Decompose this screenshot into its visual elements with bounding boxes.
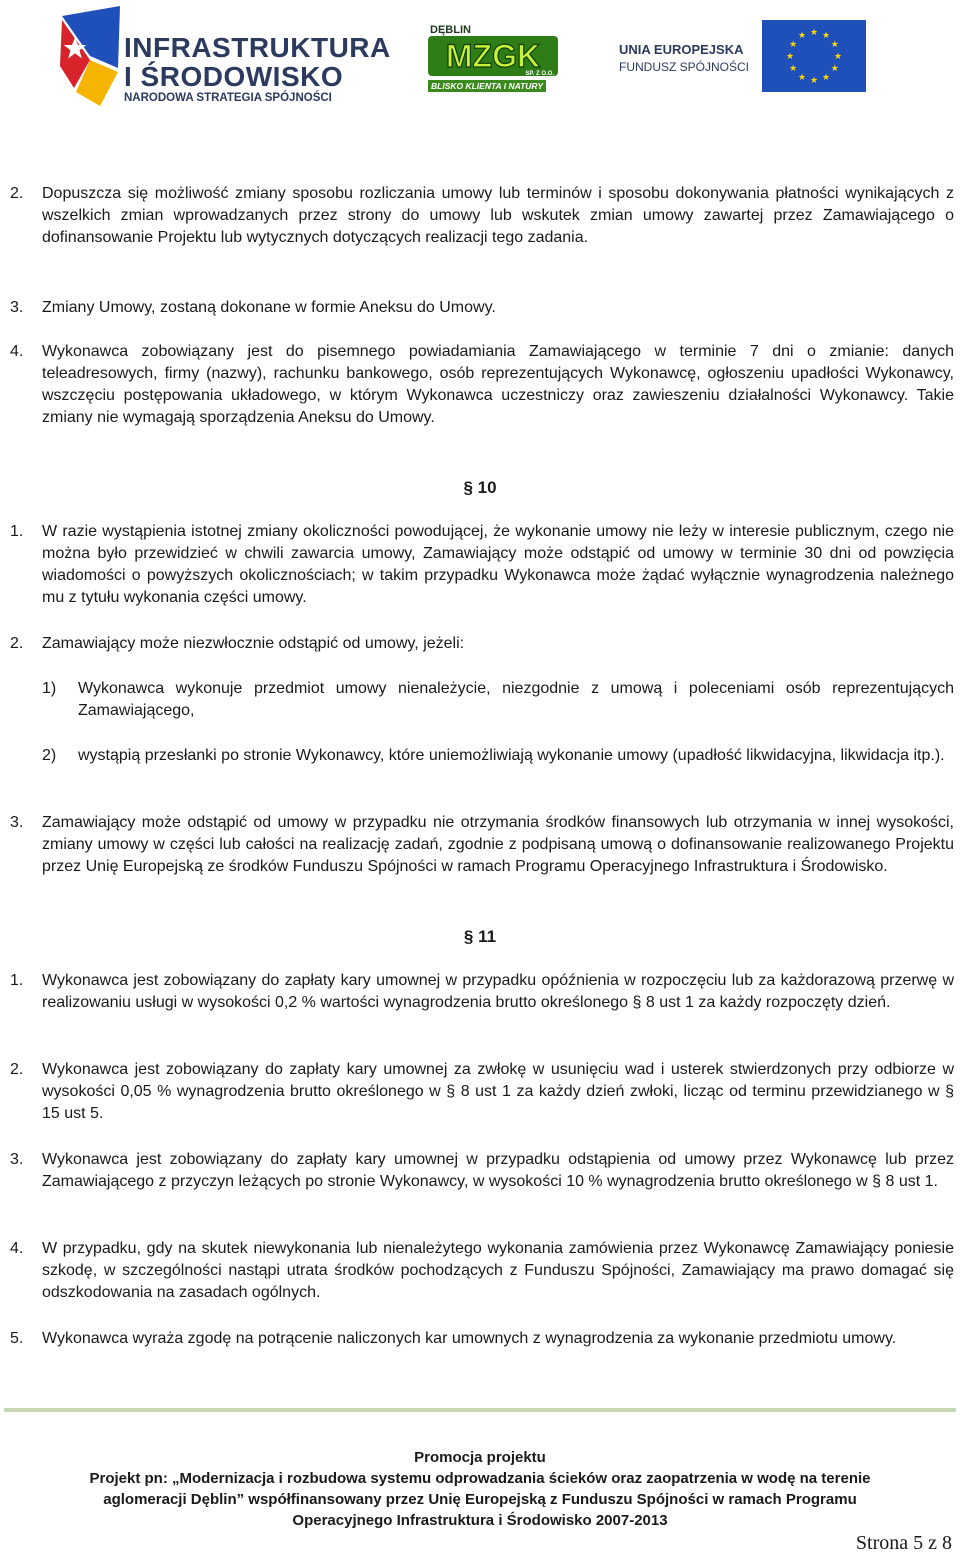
- eu-star-icon: ★: [821, 71, 831, 82]
- item-number: 3.: [10, 299, 24, 316]
- list-item: [10, 1328, 954, 1350]
- list-item: [10, 633, 954, 655]
- list-item: [10, 521, 954, 609]
- item-text: Dopuszcza się możliwość zmiany sposobu rozliczania umowy lub terminów i sposobu dokonywania płatności wynikających z wszelkich zmian wprowadzanych przez strony do umowy lub wskutek zmian umowy zawartej przez Zamawiającego o dofinansowanie Projektu lub wytycznych dotyczących realizacji tego zadania.: [42, 185, 954, 246]
- item-text: W razie wystąpienia istotnej zmiany okoliczności powodującej, że wykonanie umowy nie leży w interesie publicznym, czego nie można było przewidzieć w chwili zawarcia umowy, Zamawiający może odstąpić od umowy w terminie 30 dni od powzięcia wiadomości o powyższych okolicznościach; w takim przypadku Wykonawca może żądać wyłącznie wynagrodzenia należnego mu z tytułu wykonania części umowy.: [42, 523, 954, 606]
- item-text: Zamawiający może odstąpić od umowy w przypadku nie otrzymania środków finansowych lub otrzymania w innej wysokości, zmiany umowy w części lub całości na realizację zadań, zgodnie z podpisaną umową o dofinansowanie realizowanego Projektu przez Unię Europejską ze środków Funduszu Spójności w ramach Programu Operacyjnego Infrastruktura i Środowisko.: [42, 814, 954, 875]
- eu-star-icon: ★: [830, 63, 839, 73]
- list-item: [10, 1238, 954, 1304]
- item-text: Wykonawca wyraża zgodę na potrącenie naliczonych kar umownych z wynagrodzenia za wykonanie przedmiotu umowy.: [42, 1330, 897, 1347]
- eu-flag-icon: [762, 20, 866, 92]
- list-item: [10, 297, 954, 319]
- ois-emblem-icon: [60, 6, 122, 112]
- logo1-line3: NARODOWA STRATEGIA SPÓJNOŚCI: [124, 92, 332, 104]
- item-text: Wykonawca jest zobowiązany do zapłaty kary umownej w przypadku opóźnienia w rozpoczęciu lub za każdorazową przerwę w realizowaniu usługi w wysokości 0,2 % wartości wynagrodzenia brutto określonego § 8 ust 1 za każdy rozpoczęty dzień.: [42, 972, 954, 1011]
- item-number: 3.: [10, 1151, 24, 1168]
- item-number: 2.: [10, 635, 24, 652]
- svg-text:SP. Z O.O.: SP. Z O.O.: [525, 71, 554, 77]
- footer-line: Projekt pn: „Modernizacja i rozbudowa systemu odprowadzania ścieków oraz zaopatrzenia w wodę na terenie: [89, 1470, 871, 1487]
- item-number: 4.: [10, 343, 24, 360]
- item-text: Zmiany Umowy, zostaną dokonane w formie Aneksu do Umowy.: [42, 299, 496, 316]
- item-text: Wykonawca zobowiązany jest do pisemnego powiadamiania Zamawiającego w terminie 7 dni o zmianie: danych teleadresowych, firmy (nazwy), rachunku bankowego, osób reprezentujących Wykonawcę, ogłoszeniu upadłości Wykonawcy, wszczęciu postępowania układowego, w którym Wykonawca uczestniczy oraz zawieszeniu działalności Wykonawcy. Takie zmiany nie wymagają sporządzenia Aneksu do Umowy.: [42, 343, 954, 426]
- item-number: 2.: [10, 1061, 24, 1078]
- eu-star-icon: ★: [789, 39, 798, 49]
- subitem-text: wystąpią przesłanki po stronie Wykonawcy, które uniemożliwiają wykonanie umowy (upadłość likwidacyjna, likwidacja itp.).: [78, 747, 945, 764]
- eu-star-icon: ★: [809, 75, 819, 85]
- page-footer: [0, 1447, 960, 1531]
- item-text: W przypadku, gdy na skutek niewykonania lub nienależytego wykonania zamówienia przez Wykonawcę Zamawiający poniesie szkodę, w szczególności nastąpi utrata środków pochodzących z Funduszu Spójności, Zamawiający ma prawo domagać się odszkodowania na zasadach ogólnych.: [42, 1240, 954, 1301]
- eu-line1: UNIA EUROPEJSKA: [619, 42, 744, 57]
- eu-star-icon: ★: [797, 30, 807, 41]
- section-heading-10: [0, 477, 960, 499]
- subitem-number: 2): [42, 747, 57, 764]
- item-text: Wykonawca jest zobowiązany do zapłaty kary umownej za zwłokę w usunięciu wad i usterek stwierdzonych przy odbiorze w wysokości 0,05 % wynagrodzenia brutto określonego w § 8 ust 1 za każdy dzień zwłoki, licząc od terminu przewidzianego w § 15 ust 5.: [42, 1061, 954, 1122]
- svg-text:MZGK: MZGK: [445, 38, 541, 74]
- list-item: [10, 183, 954, 249]
- list-item: [10, 1059, 954, 1125]
- list-item: [10, 341, 954, 429]
- infrastruktura-srodowisko-logo: [60, 6, 391, 112]
- mzgk-slogan: BLISKO KLIENTA I NATURY: [428, 80, 546, 92]
- logo1-line1: INFRASTRUKTURA: [124, 32, 391, 63]
- item-number: 2.: [10, 185, 24, 202]
- page-number: Strona 5 z 8: [855, 1532, 952, 1554]
- eu-star-icon: ★: [785, 51, 795, 61]
- mzgk-logo: [424, 20, 570, 98]
- footer-divider: [4, 1408, 956, 1412]
- footer-line: aglomeracji Dęblin” współfinansowany przez Unię Europejską z Funduszu Spójności w ramach Programu: [103, 1491, 857, 1508]
- list-item: [10, 970, 954, 1014]
- list-item: [10, 1149, 954, 1193]
- footer-line: Operacyjnego Infrastruktura i Środowisko 2007-2013: [292, 1512, 668, 1529]
- item-text: Zamawiający może niezwłocznie odstąpić od umowy, jeżeli:: [42, 635, 465, 652]
- item-text: Wykonawca jest zobowiązany do zapłaty kary umownej w przypadku odstąpienia od umowy przez Wykonawcę lub przez Zamawiającego z przyczyn leżących po stronie Wykonawcy, w wysokości 10 % wynagrodzenia brutto określonego w § 8 ust 1.: [42, 1151, 954, 1190]
- section-10-mark: § 10: [463, 478, 497, 497]
- eu-star-icon: ★: [809, 27, 819, 37]
- item-number: 4.: [10, 1240, 24, 1257]
- eu-star-icon: ★: [789, 63, 798, 73]
- mzgk-wordmark: [428, 34, 558, 78]
- eu-cohesion-fund-logo: [617, 20, 867, 96]
- sub-list-item: [42, 678, 954, 722]
- list-item: [10, 812, 954, 878]
- eu-star-icon: ★: [821, 30, 831, 41]
- logo1-line2: I ŚRODOWISKO: [124, 61, 344, 92]
- eu-star-icon: ★: [833, 51, 843, 61]
- sub-list-item: [42, 745, 954, 767]
- subitem-number: 1): [42, 680, 57, 697]
- item-number: 5.: [10, 1330, 24, 1347]
- eu-line2: FUNDUSZ SPÓJNOŚCI: [619, 60, 750, 74]
- page-header: [0, 0, 960, 115]
- item-number: 1.: [10, 523, 24, 540]
- eu-star-icon: ★: [830, 39, 839, 49]
- item-number: 1.: [10, 972, 24, 989]
- subitem-text: Wykonawca wykonuje przedmiot umowy nienależycie, niezgodnie z umową i poleceniami osób reprezentujących Zamawiającego,: [78, 680, 954, 719]
- footer-title: Promocja projektu: [414, 1449, 546, 1466]
- item-number: 3.: [10, 814, 24, 831]
- section-11-mark: § 11: [463, 927, 497, 946]
- eu-star-icon: ★: [797, 71, 807, 82]
- section-heading-11: [0, 926, 960, 948]
- mzgk-city: DĘBLIN: [430, 24, 471, 36]
